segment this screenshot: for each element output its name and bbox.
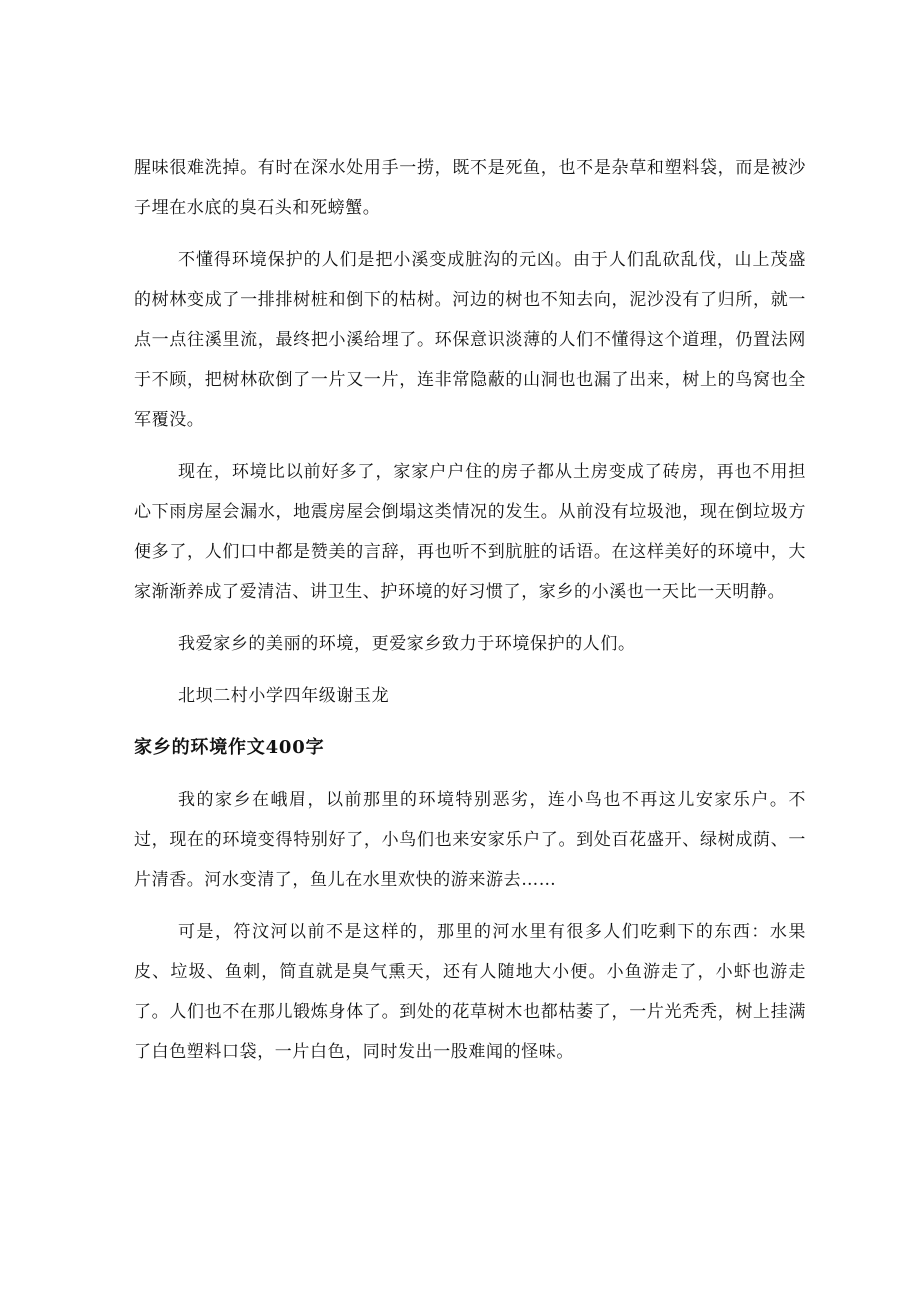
paragraph-environment-now: 现在，环境比以前好多了，家家户户住的房子都从土房变成了砖房，再也不用担心下雨房屋会漏水，地震房屋会倒塌这类情况的发生。从前没有垃圾池，现在倒垃圾方便多了，人们口中都是赞美的言辞，再也听不到肮脏的话语。在这样美好的环境中，大家渐渐养成了爱清洁、讲卫生、护环境的好习惯了，家乡的小溪也一天比一天明静。 [134, 462, 806, 602]
author-signature: 北坝二村小学四年级谢玉龙 [178, 686, 390, 706]
paragraph-hometown-emei: 我的家乡在峨眉，以前那里的环境特别恶劣，连小鸟也不再这儿安家乐户。不过，现在的环境变得特别好了，小鸟们也来安家乐户了。到处百花盛开、绿树成荫、一片清香。河水变清了，鱼儿在水里欢快的游来游去…… [134, 790, 806, 890]
essay-heading: 家乡的环境作文400字 [134, 737, 325, 758]
document-page [134, 148, 806, 1072]
paragraph-environment-protection: 不懂得环境保护的人们是把小溪变成脏沟的元凶。由于人们乱砍乱伐，山上茂盛的树林变成了一排排树桩和倒下的枯树。河边的树也不知去向，泥沙没有了归所，就一点一点往溪里流，最终把小溪给埋了。环保意识淡薄的人们不懂得这个道理，仍置法网于不顾，把树林砍倒了一片又一片，连非常隐蔽的山洞也也漏了出来，树上的鸟窝也全军覆没。 [134, 250, 806, 430]
paragraph-continued: 腥味很难洗掉。有时在深水处用手一捞，既不是死鱼，也不是杂草和塑料袋，而是被沙子埋在水底的臭石头和死螃蟹。 [134, 158, 806, 218]
paragraph-love-hometown: 我爱家乡的美丽的环境，更爱家乡致力于环境保护的人们。 [178, 634, 636, 654]
paragraph-river-past: 可是，符汶河以前不是这样的，那里的河水里有很多人们吃剩下的东西：水果皮、垃圾、鱼刺，简直就是臭气熏天，还有人随地大小便。小鱼游走了，小虾也游走了。人们也不在那儿锻炼身体了。到处的花草树木也都枯萎了，一片光秃秃，树上挂满了白色塑料口袋，一片白色，同时发出一股难闻的怪味。 [134, 922, 806, 1062]
